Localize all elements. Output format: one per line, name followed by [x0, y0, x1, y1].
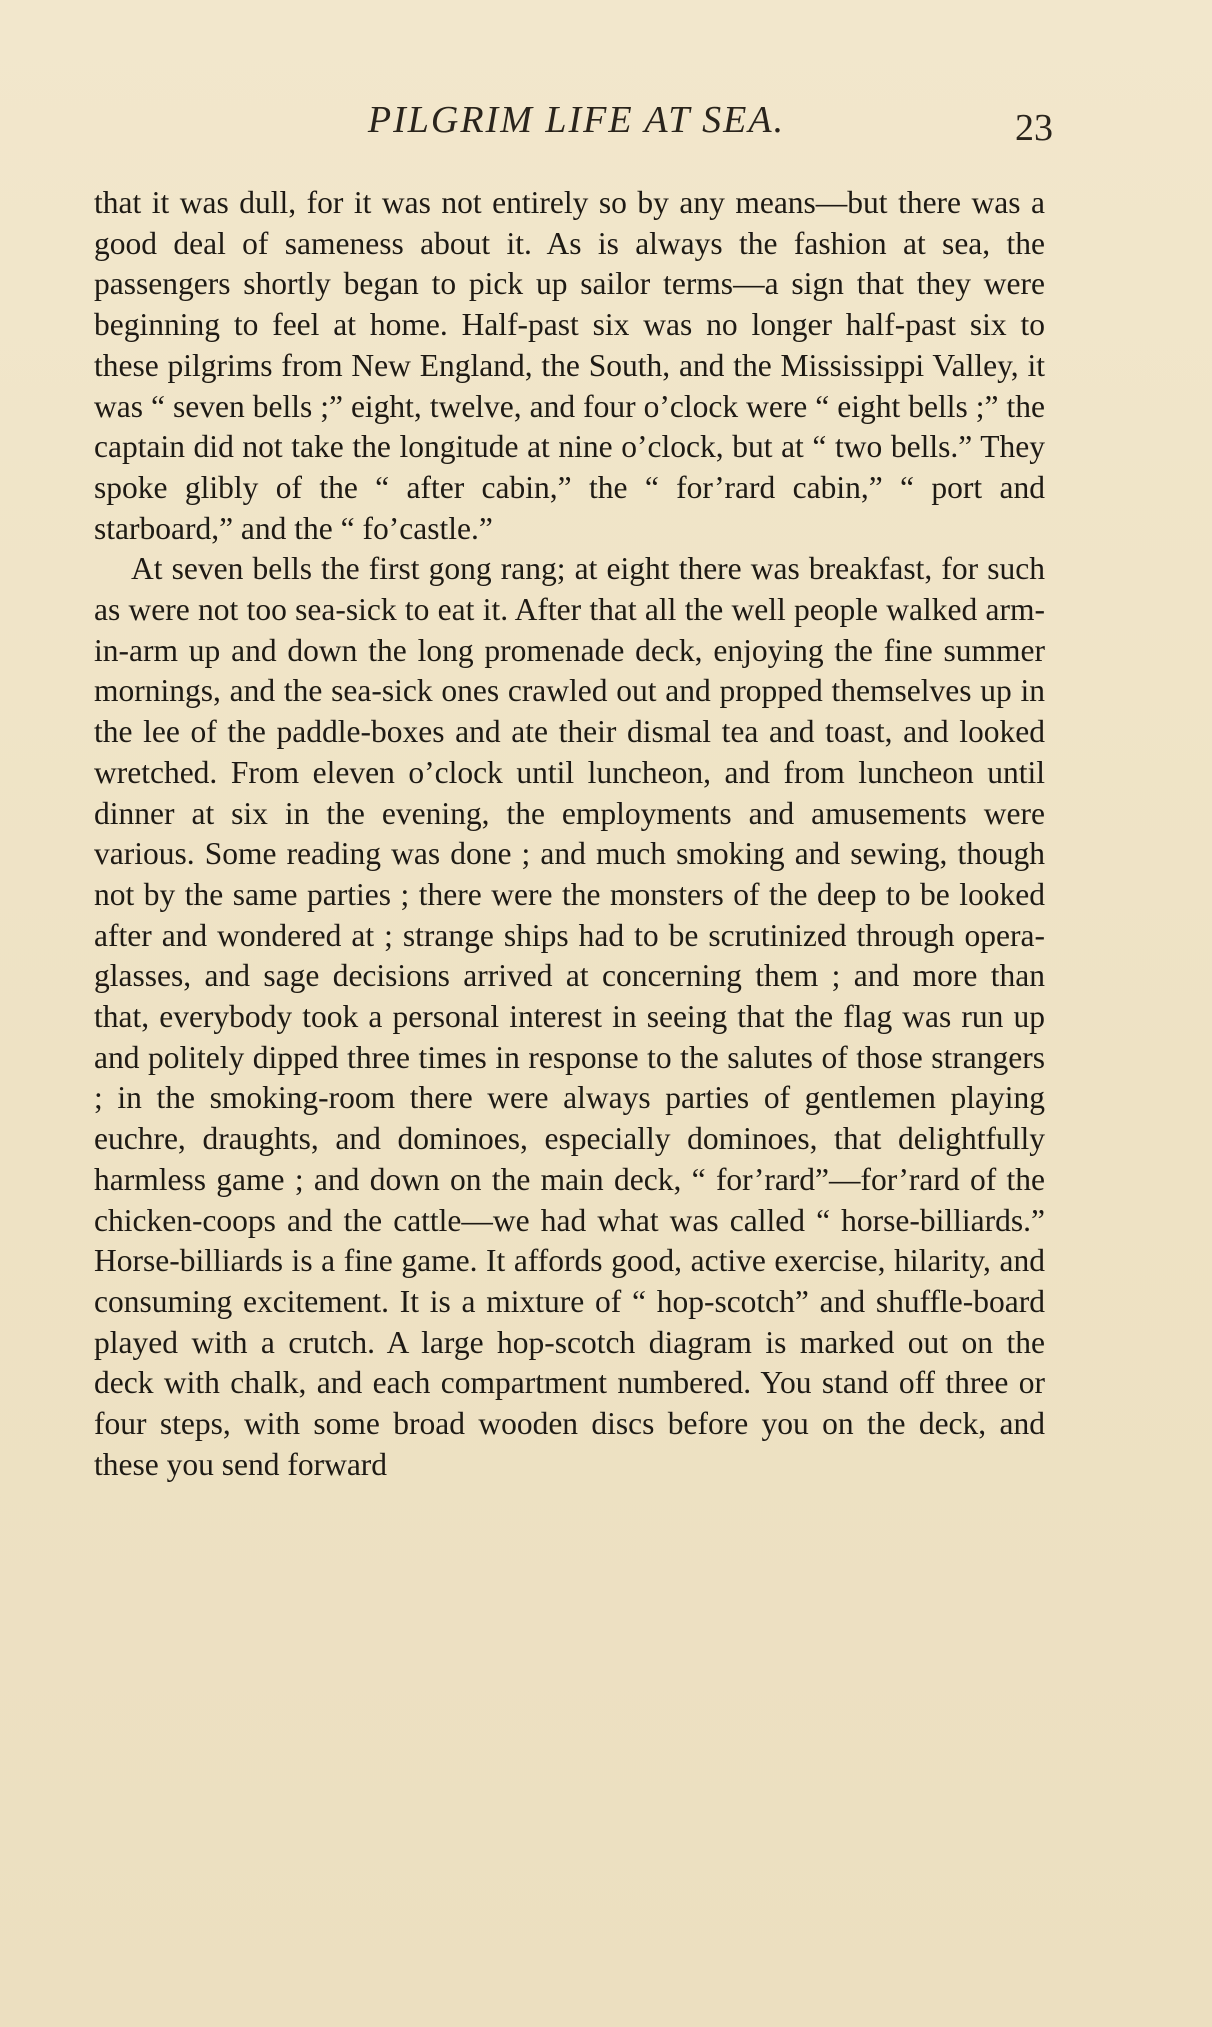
paragraph: At seven bells the first gong rang; at eight there was breakfast, for such as were not too sea-sick to eat it. After that all the well people walked arm-in-arm up and down the long promenade deck, enjoying the fine summer mornings, and the sea-sick ones crawled out and propped themselves up in the lee of the paddle-boxes and ate their dismal tea and toast, and looked wretched. From eleven o’clock until luncheon, and from luncheon until dinner at six in the evening, the employments and amusements were various. Some reading was done ; and much smoking and sewing, though not by the same parties ; there were the monsters of the deep to be looked after and wondered at ; strange ships had to be scrutinized through opera-glasses, and sage decisions arrived at concerning them ; and more than that, everybody took a personal interest in seeing that the flag was run up and politely dipped three times in response to the salutes of those strangers ; in the smoking-room there were always parties of gentlemen playing euchre, draughts, and dominoes, especially dominoes, that delightfully harmless game ; and down on the main deck, “ for’rard”—for’rard of the chicken-coops and the cattle—we had what was called “ horse-billiards.” Horse-billiards is a fine game. It affords good, active exercise, hilarity, and consuming excitement. It is a mixture of “ hop-scotch” and shuffle-board played with a crutch. A large hop-scotch diagram is marked out on the deck with chalk, and each compartment numbered. You stand off three or four steps, with some broad wooden discs before you on the deck, and these you send forward: [94, 551, 1045, 1482]
page-header: [94, 98, 1059, 148]
page-number: 23: [1015, 107, 1053, 149]
body-text: [94, 183, 1045, 1486]
running-title: PILGRIM LIFE AT SEA.: [367, 99, 786, 141]
paragraph: that it was dull, for it was not entirely so by any means—but there was a good deal of sameness about it. As is always the fashion at sea, the passengers shortly began to pick up sailor terms—a sign that they were beginning to feel at home. Half-past six was no longer half-past six to these pilgrims from New England, the South, and the Mississippi Valley, it was “ seven bells ;” eight, twelve, and four o’clock were “ eight bells ;” the captain did not take the longitude at nine o’clock, but at “ two bells.” They spoke glibly of the “ after cabin,” the “ for’rard cabin,” “ port and starboard,” and the “ fo’castle.”: [94, 185, 1045, 546]
